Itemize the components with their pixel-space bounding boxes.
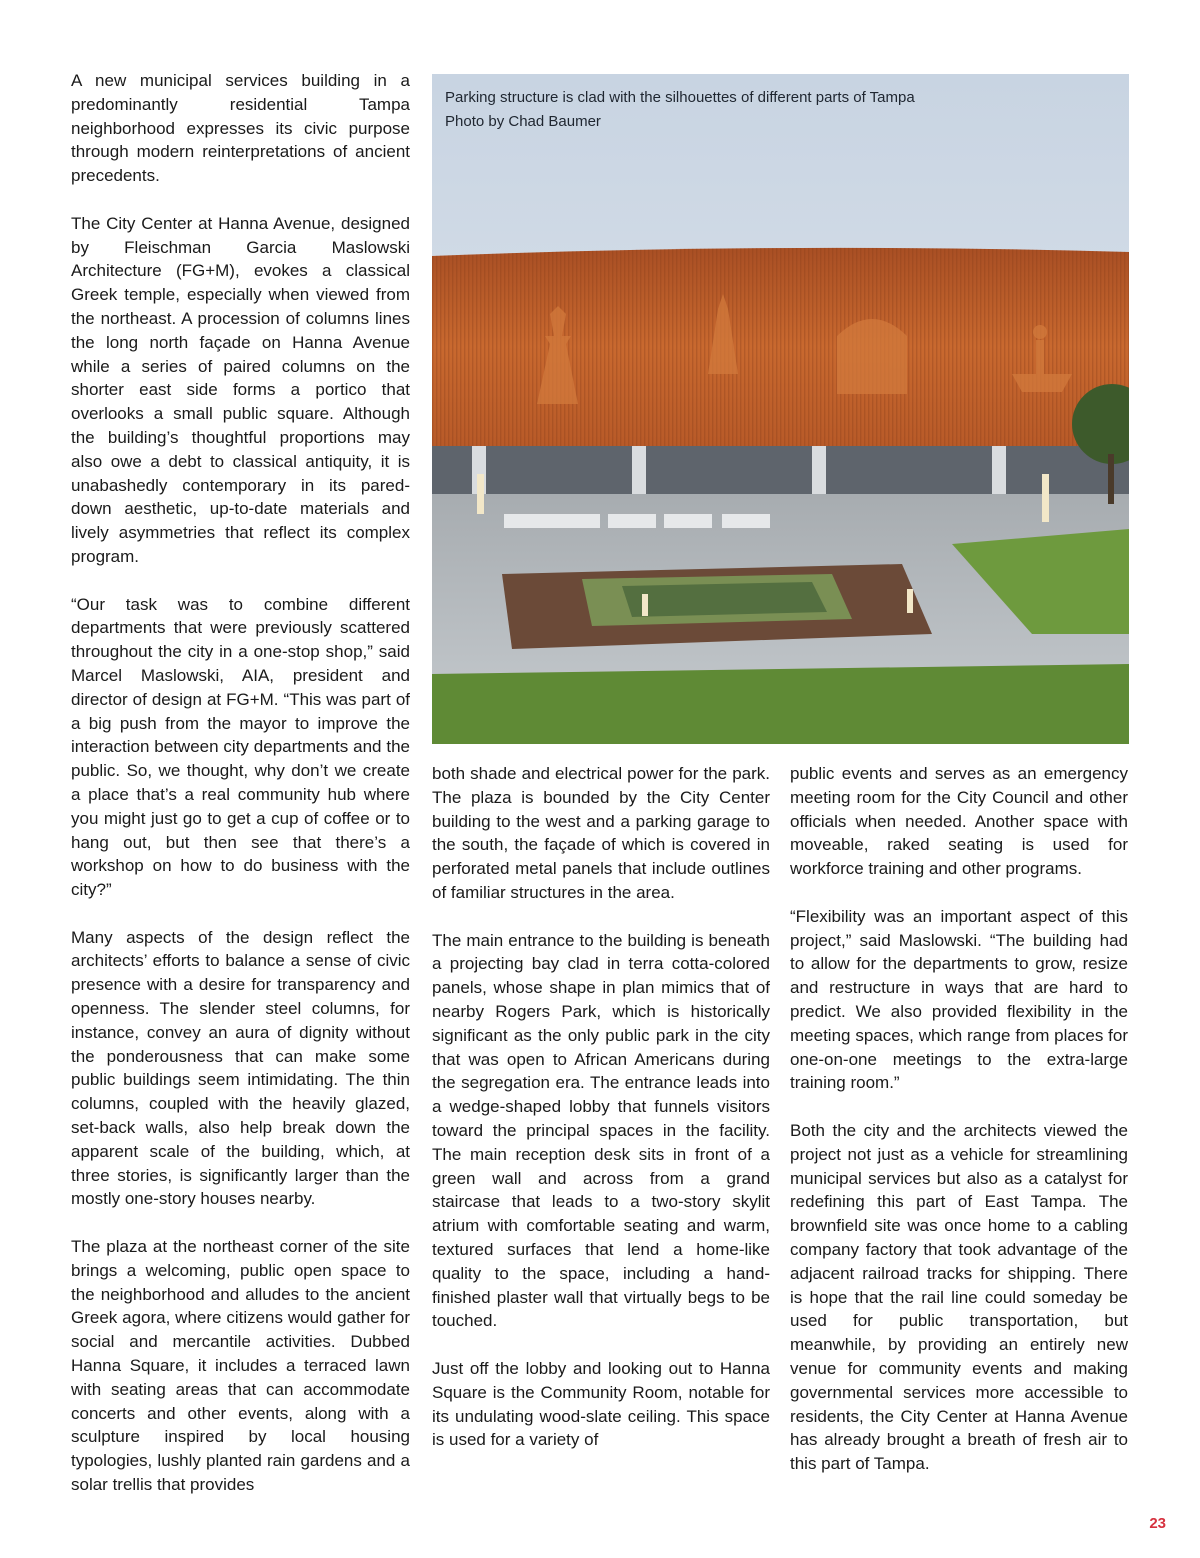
paragraph: The main entrance to the building is beneath a projecting bay clad in terra cotta-colored panels, whose shape in plan mimics that of nearby Rogers Park, which is historically significant as the only public park in the city that was open to African Americans during the segregation era. The entrance leads into a wedge-shaped lobby that funnels visitors toward the principal spaces in the facility. The main reception desk sits in front of a green wall and across from a grand staircase that leads to a two-story skylit atrium with comfortable seating and warm, textured surfaces that lend a home-like quality to the space, including a hand-finished plaster wall that virtually begs to be touched.: [432, 930, 770, 1331]
photo-credit: Photo by Chad Baumer: [445, 113, 601, 130]
article-column-1: [71, 69, 410, 1497]
photo-illustration: [432, 74, 1129, 744]
paragraph: A new municipal services building in a predominantly residential Tampa neighborhood expresses its civic purpose through modern reinterpretations of ancient precedents.: [71, 71, 410, 186]
caption-text: Parking structure is clad with the silhouettes of different parts of Tampa: [445, 89, 915, 106]
paragraph: Just off the lobby and looking out to Hanna Square is the Community Room, notable for its undulating wood-slate ceiling. This space is used for a variety of: [432, 1358, 770, 1450]
paragraph: The City Center at Hanna Avenue, designed by Fleischman Garcia Maslowski Architecture (FG+M), evokes a classical Greek temple, especially when viewed from the northeast. A procession of columns lines the long north façade on Hanna Avenue while a series of paired columns on the shorter east side forms a portico that overlooks a small public square. Although the building’s thoughtful proportions may also owe a debt to classical antiquity, it is unabashedly contemporary in its pared-down aesthetic, up-to-date materials and lively asymmetries that reflect its complex program.: [71, 213, 410, 566]
paragraph: both shade and electrical power for the park. The plaza is bounded by the City Center building to the west and a parking garage to the south, the façade of which is covered in perforated metal panels that include outlines of familiar structures in the area.: [432, 764, 770, 902]
paragraph: “Our task was to combine different departments that were previously scattered throughout the city in a one-stop shop,” said Marcel Maslowski, AIA, president and director of design at FG+M. “This was part of a big push from the mayor to improve the interaction between city departments and the public. So, we thought, why don’t we create a place that’s a real community hub where you might just go to get a cup of coffee or to hang out, but then see that there’s a workshop on how to do business with the city?”: [71, 594, 410, 900]
page-number: 23: [1149, 1515, 1166, 1532]
article-column-3: [790, 762, 1128, 1476]
paragraph: Both the city and the architects viewed the project not just as a vehicle for streamlining municipal services but also as a catalyst for redefining this part of East Tampa. The brownfield site was once home to a cabling company factory that took advantage of the adjacent railroad tracks for shipping. There is hope that the rail line could someday be used for public transportation, but meanwhile, by providing an entirely new venue for community events and making governmental services more accessible to residents, the City Center at Hanna Avenue has already brought a breath of fresh air to this part of Tampa.: [790, 1120, 1128, 1474]
photo-caption: [445, 86, 1045, 134]
paragraph: public events and serves as an emergency meeting room for the City Council and other officials when needed. Another space with moveable, raked seating is used for workforce training and other programs.: [790, 764, 1128, 879]
parking-structure-photo: [432, 74, 1129, 744]
paragraph: The plaza at the northeast corner of the site brings a welcoming, public open space to the neighborhood and alludes to the ancient Greek agora, where citizens would gather for social and mercantile activities. Dubbed Hanna Square, it includes a terraced lawn with seating areas that can accommodate concerts and other events, along with a sculpture inspired by local housing typologies, lushly planted rain gardens and a solar trellis that provides: [71, 1237, 410, 1495]
paragraph: “Flexibility was an important aspect of this project,” said Maslowski. “The building had to allow for the departments to grow, resize and restructure in ways that are hard to predict. We also provided flexibility in the meeting spaces, which range from places for one-on-one meetings to the extra-large training room.”: [790, 906, 1128, 1093]
paragraph: Many aspects of the design reflect the architects’ efforts to balance a sense of civic presence with a desire for transparency and openness. The slender steel columns, for instance, convey an aura of dignity without the ponderousness that can make some public buildings seem intimidating. The thin columns, coupled with the heavily glazed, set-back walls, also help break down the apparent scale of the building, which, at three stories, is significantly larger than the mostly one-story houses nearby.: [71, 927, 410, 1209]
article-column-2: [432, 762, 770, 1452]
